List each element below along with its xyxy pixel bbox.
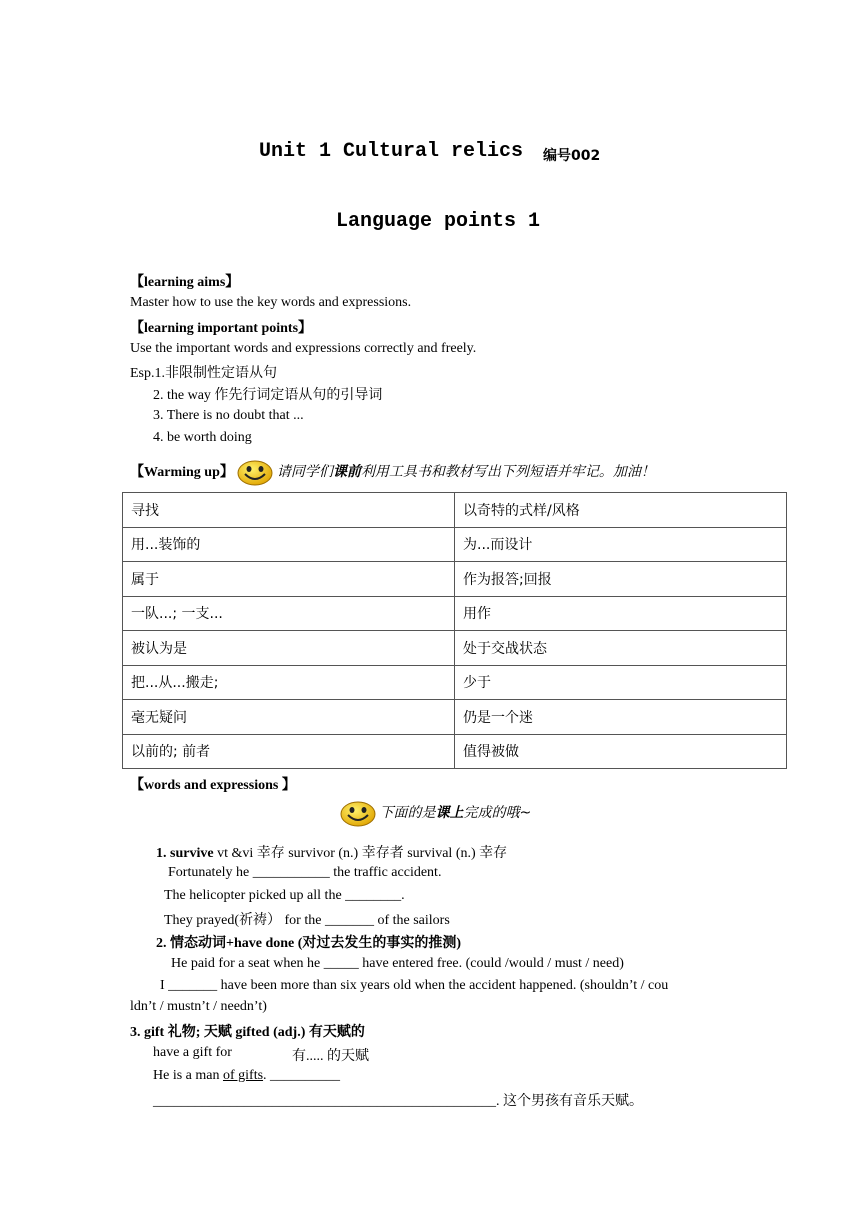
item-3-title: 3. gift 礼物; 天赋 gifted (adj.) 有天赋的 xyxy=(130,1025,365,1040)
item-1-title-line: 1. survive vt &vi 幸存 survivor (n.) 幸存者 survival (n.) 幸存 xyxy=(156,846,508,861)
important-points-heading: 【learning important points】 xyxy=(130,321,313,336)
table-cell: 仍是一个迷 xyxy=(455,700,787,735)
item-2-line-2: I _______ have been more than six years old when the accident happened. (shouldn’t / cou xyxy=(160,978,669,993)
learning-aims-text: Master how to use the key words and expressions. xyxy=(130,295,412,310)
table-cell: 被认为是 xyxy=(123,631,455,666)
table-row xyxy=(123,527,787,562)
warming-up-line xyxy=(130,457,655,488)
important-points-text: Use the important words and expressions correctly and freely. xyxy=(130,341,477,356)
words-note: 下面的是课上完成的哦~ xyxy=(379,805,532,821)
smiley-icon xyxy=(237,460,273,486)
important-point-4: 4. be worth doing xyxy=(153,430,252,445)
table-cell: 寻找 xyxy=(123,493,455,528)
table-row xyxy=(123,562,787,597)
table-cell: 一队...; 一支... xyxy=(123,596,455,631)
table-cell: 毫无疑问 xyxy=(123,700,455,735)
table-cell: 以奇特的式样/风格 xyxy=(455,493,787,528)
warming-up-note: 请同学们课前利用工具书和教材写出下列短语并牢记。加油！ xyxy=(276,464,655,480)
document-subtitle: Language points 1 xyxy=(336,210,541,233)
smiley-icon xyxy=(340,801,376,827)
table-row xyxy=(123,631,787,666)
document-title: Unit 1 Cultural relics xyxy=(259,140,524,163)
important-point-1: Esp.1.非限制性定语从句 xyxy=(130,366,277,381)
important-point-2: 2. the way 作先行词定语从句的引导词 xyxy=(153,388,383,403)
item-2-title: 2. 情态动词+have done (对过去发生的事实的推测) xyxy=(156,936,462,951)
table-row xyxy=(123,665,787,700)
learning-aims-heading: 【learning aims】 xyxy=(130,275,240,290)
item-3-line-1a: have a gift for xyxy=(153,1045,232,1060)
item-3-line-2: He is a man of gifts. __________ xyxy=(153,1068,341,1083)
table-cell: 少于 xyxy=(455,665,787,700)
item-1-line-3: They prayed(祈祷） for the _______ of the sailors xyxy=(164,913,450,928)
item-1-line-2: The helicopter picked up all the ________. xyxy=(164,888,405,903)
words-note-line xyxy=(340,798,531,829)
important-point-3: 3. There is no doubt that ... xyxy=(153,408,304,423)
table-row xyxy=(123,493,787,528)
item-3-line-1b: 有..... 的天赋 xyxy=(292,1049,369,1064)
table-cell: 作为报答;回报 xyxy=(455,562,787,597)
table-row xyxy=(123,596,787,631)
document-code: 编号002 xyxy=(543,148,601,164)
table-cell: 以前的; 前者 xyxy=(123,734,455,769)
table-cell: 处于交战状态 xyxy=(455,631,787,666)
item-3-line-3: _________________________________________________. 这个男孩有音乐天赋。 xyxy=(153,1094,643,1109)
phrase-table xyxy=(122,492,787,769)
item-1-line-1: Fortunately he ___________ the traffic accident. xyxy=(168,865,442,880)
table-cell: 用...装饰的 xyxy=(123,527,455,562)
table-cell: 属于 xyxy=(123,562,455,597)
item-2-line-3: ldn’t / mustn’t / needn’t) xyxy=(130,999,267,1014)
table-cell: 用作 xyxy=(455,596,787,631)
words-heading: 【words and expressions 】 xyxy=(130,778,296,793)
table-cell: 值得被做 xyxy=(455,734,787,769)
table-row xyxy=(123,734,787,769)
item-2-line-1: He paid for a seat when he _____ have entered free. (could /would / must / need) xyxy=(171,956,624,971)
table-cell: 把...从...搬走; xyxy=(123,665,455,700)
table-row xyxy=(123,700,787,735)
warming-up-heading: 【Warming up】 xyxy=(130,465,234,480)
table-cell: 为...而设计 xyxy=(455,527,787,562)
